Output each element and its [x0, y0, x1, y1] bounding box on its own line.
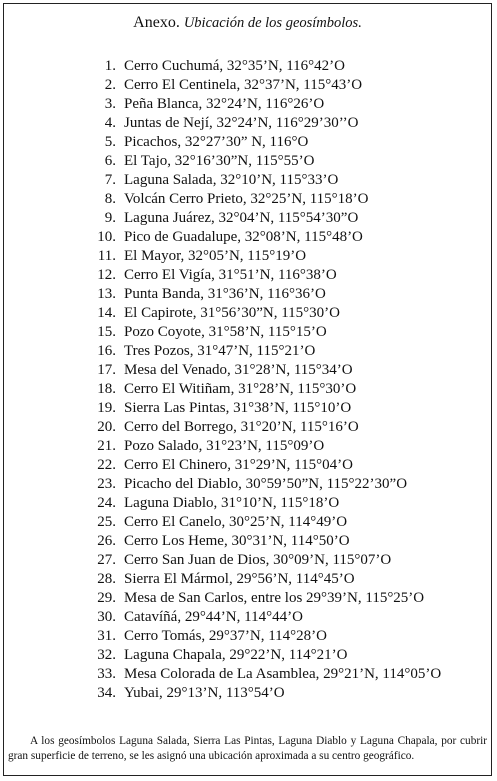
- item-number: 17.: [97, 362, 116, 378]
- item-text: Yubai, 29°13’N, 113°54’O: [124, 685, 285, 701]
- list-item: [4, 627, 491, 646]
- item-text: Cerro del Borrego, 31°20’N, 115°16’O: [124, 419, 359, 435]
- list-item: [4, 475, 491, 494]
- item-number: 26.: [97, 533, 116, 549]
- footnote: A los geosímbolos Laguna Salada, Sierra Las Pintas, Laguna Diablo y Laguna Chapala, por cubrir gran superficie de terreno, se les asignó una ubicación aproximada a su centro geográfico.: [8, 735, 487, 763]
- list-item: [4, 57, 491, 76]
- list-item: [4, 380, 491, 399]
- list-item: [4, 114, 491, 133]
- item-text: Juntas de Nejí, 32°24’N, 116°29’30’’O: [124, 115, 359, 131]
- item-number: 15.: [97, 324, 116, 340]
- item-number: 2.: [104, 77, 116, 93]
- list-item: [4, 608, 491, 627]
- item-text: Tres Pozos, 31°47’N, 115°21’O: [124, 343, 316, 359]
- list-item: [4, 76, 491, 95]
- list-item: [4, 589, 491, 608]
- item-text: Cerro Tomás, 29°37’N, 114°28’O: [124, 628, 328, 644]
- item-text: Volcán Cerro Prieto, 32°25’N, 115°18’O: [124, 191, 369, 207]
- item-text: Mesa de San Carlos, entre los 29°39’N, 115°25’O: [124, 590, 425, 606]
- list-item: [4, 95, 491, 114]
- item-text: Pozo Coyote, 31°58’N, 115°15’O: [124, 324, 327, 340]
- item-number: 9.: [104, 210, 116, 226]
- item-number: 3.: [104, 96, 116, 112]
- item-text: Picachos, 32°27’30” N, 116°O: [124, 134, 309, 150]
- list-item: [4, 361, 491, 380]
- list-item: [4, 551, 491, 570]
- list-item: [4, 304, 491, 323]
- list-item: [4, 456, 491, 475]
- list-item: [4, 190, 491, 209]
- item-text: Cerro El Chinero, 31°29’N, 115°04’O: [124, 457, 353, 473]
- title-subtitle: Ubicación de los geosímbolos.: [183, 15, 362, 31]
- item-text: Punta Banda, 31°36’N, 116°36’O: [124, 286, 326, 302]
- item-text: Laguna Diablo, 31°10’N, 115°18’O: [124, 495, 340, 511]
- item-text: Sierra El Mármol, 29°56’N, 114°45’O: [124, 571, 355, 587]
- list-item: [4, 323, 491, 342]
- list-item: [4, 209, 491, 228]
- list-item: [4, 133, 491, 152]
- title-label: Anexo.: [133, 14, 180, 31]
- list-item: [4, 399, 491, 418]
- list-item: [4, 513, 491, 532]
- list-item: [4, 437, 491, 456]
- list-item: [4, 646, 491, 665]
- item-number: 19.: [97, 400, 116, 416]
- item-number: 28.: [97, 571, 116, 587]
- item-text: Cerro Los Heme, 30°31’N, 114°50’O: [124, 533, 350, 549]
- item-number: 18.: [97, 381, 116, 397]
- list-item: [4, 247, 491, 266]
- item-number: 6.: [104, 153, 116, 169]
- item-text: Cerro El Centinela, 32°37’N, 115°43’O: [124, 77, 363, 93]
- item-number: 22.: [97, 457, 116, 473]
- list-item: [4, 570, 491, 589]
- item-number: 34.: [97, 685, 116, 701]
- item-number: 14.: [97, 305, 116, 321]
- item-text: El Capirote, 31°56’30”N, 115°30’O: [124, 305, 340, 321]
- item-number: 4.: [104, 115, 116, 131]
- item-text: Peña Blanca, 32°24’N, 116°26’O: [124, 96, 325, 112]
- item-number: 27.: [97, 552, 116, 568]
- item-number: 13.: [97, 286, 116, 302]
- geosymbol-list: [4, 57, 491, 703]
- item-text: El Mayor, 32°05’N, 115°19’O: [124, 248, 307, 264]
- item-number: 21.: [97, 438, 116, 454]
- list-item: [4, 418, 491, 437]
- item-text: Mesa Colorada de La Asamblea, 29°21’N, 114°05’O: [124, 666, 442, 682]
- list-item: [4, 152, 491, 171]
- list-item: [4, 532, 491, 551]
- item-number: 25.: [97, 514, 116, 530]
- list-item: [4, 171, 491, 190]
- item-text: Pico de Guadalupe, 32°08’N, 115°48’O: [124, 229, 363, 245]
- item-number: 31.: [97, 628, 116, 644]
- item-text: Cerro El Vigía, 31°51’N, 116°38’O: [124, 267, 337, 283]
- item-number: 30.: [97, 609, 116, 625]
- item-text: Catavíñá, 29°44’N, 114°44’O: [124, 609, 303, 625]
- item-text: Cerro El Witiñam, 31°28’N, 115°30’O: [124, 381, 357, 397]
- list-item: [4, 228, 491, 247]
- list-item: [4, 494, 491, 513]
- annex-frame: [3, 3, 492, 776]
- item-number: 32.: [97, 647, 116, 663]
- item-number: 20.: [97, 419, 116, 435]
- item-text: Sierra Las Pintas, 31°38’N, 115°10’O: [124, 400, 352, 416]
- item-number: 16.: [97, 343, 116, 359]
- item-number: 8.: [104, 191, 116, 207]
- item-text: Cerro Cuchumá, 32°35’N, 116°42’O: [124, 58, 345, 74]
- item-text: Laguna Salada, 32°10’N, 115°33’O: [124, 172, 339, 188]
- item-number: 1.: [104, 58, 116, 74]
- item-text: Cerro San Juan de Dios, 30°09’N, 115°07’O: [124, 552, 392, 568]
- item-number: 23.: [97, 476, 116, 492]
- item-number: 7.: [104, 172, 116, 188]
- item-number: 11.: [97, 248, 116, 264]
- annex-title: [4, 14, 491, 32]
- list-item: [4, 285, 491, 304]
- item-text: Laguna Chapala, 29°22’N, 114°21’O: [124, 647, 348, 663]
- item-text: Mesa del Venado, 31°28’N, 115°34’O: [124, 362, 353, 378]
- item-number: 33.: [97, 666, 116, 682]
- item-number: 24.: [97, 495, 116, 511]
- item-number: 10.: [97, 229, 116, 245]
- list-item: [4, 266, 491, 285]
- item-text: Pozo Salado, 31°23’N, 115°09’O: [124, 438, 325, 454]
- item-number: 12.: [97, 267, 116, 283]
- list-item: [4, 684, 491, 703]
- list-item: [4, 342, 491, 361]
- item-text: Cerro El Canelo, 30°25’N, 114°49’O: [124, 514, 348, 530]
- item-text: Picacho del Diablo, 30°59’50”N, 115°22’30”O: [124, 476, 408, 492]
- item-text: El Tajo, 32°16’30”N, 115°55’O: [124, 153, 315, 169]
- item-text: Laguna Juárez, 32°04’N, 115°54’30”O: [124, 210, 359, 226]
- list-item: [4, 665, 491, 684]
- item-number: 29.: [97, 590, 116, 606]
- item-number: 5.: [104, 134, 116, 150]
